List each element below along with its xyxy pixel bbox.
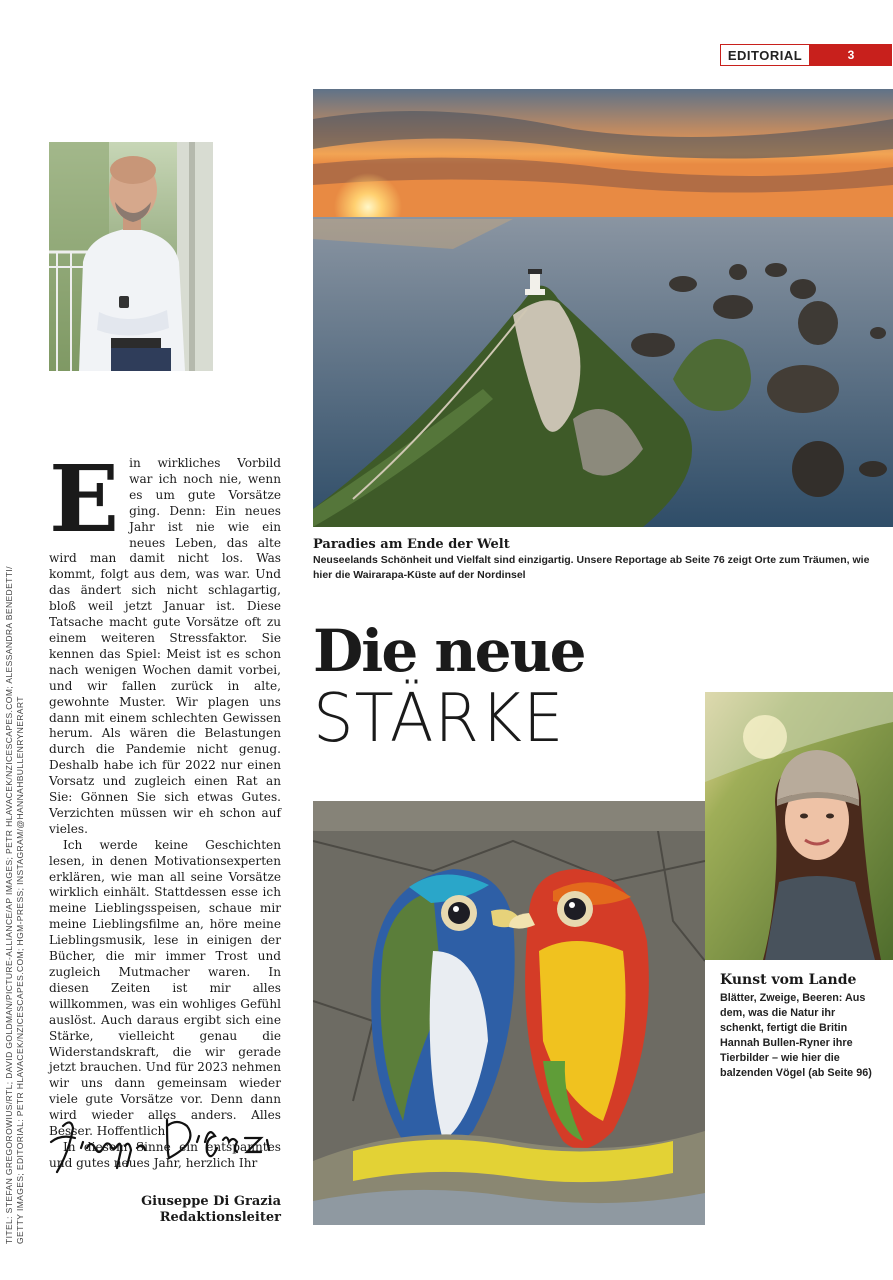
page-number: 3 <box>810 44 892 66</box>
hero-caption <box>313 537 873 583</box>
handwritten-signature <box>49 1112 289 1180</box>
paragraph-2: Ich werde keine Geschichten lesen, in denen Motivationsexperten erklären, wie man all seine Vorsätze wirklich einhält. Stattdessen esse ich meine Lieblingsspeisen, schaue mir meine Lieblingsfilme an, höre meine Lieblingsmusik, lese in einigen der Bücher, die mir immer Trost und zugleich Mutmacher waren. In diesen Zeiten ist mir alles willkommen, was ein wohliges Gefühl auslöst. Auch daraus ergibt sich eine Stärke, vielleicht genau die Widerstandskraft, die wir gerade jetzt brauchen. Und für 2023 nehmen wir uns dann gemeinsam wieder viele gute Vorsätze vor. Denn dann wird wieder alles anders. Alles Besser. Hoffentlich. <box>49 837 281 1139</box>
author-signoff <box>49 1194 281 1226</box>
editorial-body <box>49 445 281 1172</box>
section-label: EDITORIAL <box>720 44 810 66</box>
hero-caption-title: Paradies am Ende der Welt <box>313 537 510 552</box>
editor-portrait-photo <box>49 142 213 371</box>
drop-cap: E <box>49 445 120 553</box>
coast-sunset-photo <box>313 89 893 527</box>
author-name: Giuseppe Di Grazia <box>141 1194 281 1209</box>
side-caption <box>720 972 880 1081</box>
section-tag <box>720 44 892 66</box>
headline-line-1: Die neue <box>313 617 585 685</box>
paragraph-1: in wirkliches Vorbild war ich noch nie, wenn es um gute Vorsätze ging. Denn: Ein neues Jahr ist nie wie ein neues Leben, das alte wird man damit nicht los. Was kommt, folgt aus dem, was war. Und das ändert sich nicht schlagartig, bloß weil jetzt Januar ist. Diese Tatsache macht gute Vorsätze oft zu einem weiteren Stressfaktor. Sie kennen das Spiel: Meist ist es schon nach wenigen Wochen damit vorbei, und wir fallen zurück in alte, gewohnte Muster. Wir plagen uns dann mit einem schlechten Gewissen herum. Als wären die Belastungen durch die Pandemie nicht genug. Deshalb habe ich für 2022 nur einen Vorsatz und zugleich einen Rat an Sie: Gönnen Sie sich etwas Gutes. Verzichten müssen wir eh schon auf vieles. <box>49 456 281 836</box>
birds-artwork-photo <box>313 801 705 1225</box>
author-role: Redaktionsleiter <box>159 1210 281 1225</box>
headline-line-2: STÄRKE <box>313 680 565 758</box>
hero-caption-text: Neuseelands Schönheit und Vielfalt sind einzigartig. Unsere Reportage ab Seite 76 zeigt Orte zum Träumen, wie hier die Wairarapa-Küste auf der Nordinsel <box>313 554 870 581</box>
paragraph-3: In diesem Sinne ein entspanntes und gutes neues Jahr, herzlich Ihr <box>49 1139 281 1170</box>
artist-portrait-photo <box>705 692 893 960</box>
headline <box>313 617 585 758</box>
side-caption-title: Kunst vom Lande <box>720 972 857 988</box>
photo-credits: TITEL: STEFAN GREGOROWIUS/RTL; DAVID GOLDMAN/PICTURE-ALLIANCE/AP IMAGES; PETR HLAVACEK/NZICESCAPES.COM; ALESSANDRA BENEDETTI/ GETTY IMAGES; EDITORIAL: PETR HLAVACEK/NZICESCAPES.COM; HGM-PRESS; INSTAGRAM/@HANNAHBULLENRYNERART <box>4 566 25 1244</box>
side-caption-text: Blätter, Zweige, Beeren: Aus dem, was die Natur ihr schenkt, fertigt die Britin Hannah Bullen-Ryner ihre Tierbilder – wie hier die balzenden Vögel (ab Seite 96) <box>720 992 872 1079</box>
